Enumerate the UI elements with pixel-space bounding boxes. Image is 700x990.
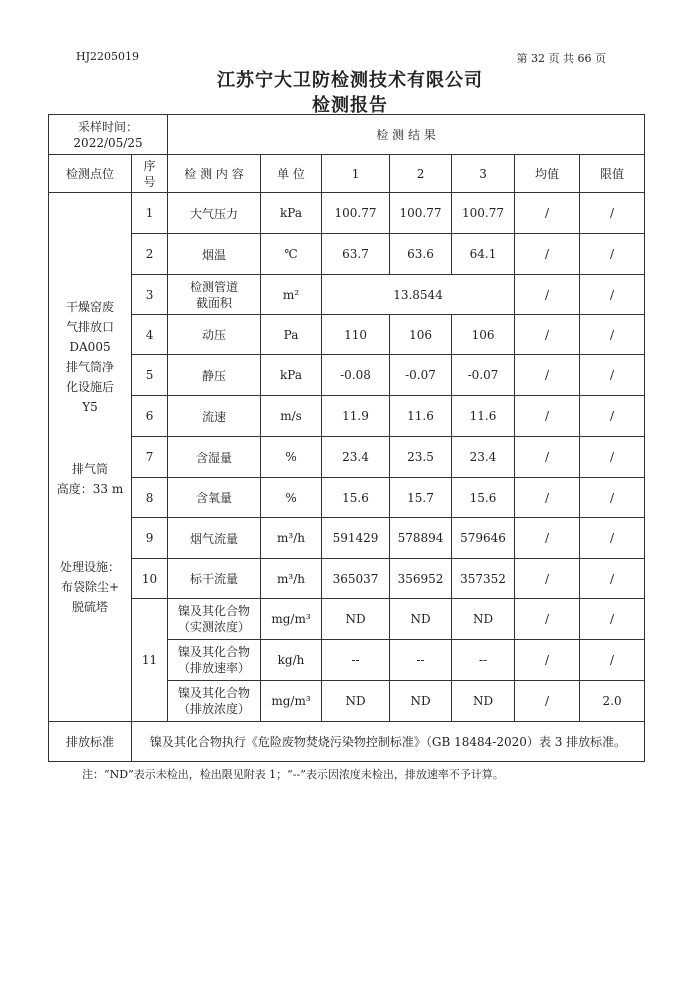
col-header-r3: 3 bbox=[452, 155, 515, 193]
col-header-location: 检测点位 bbox=[49, 155, 132, 193]
average-cell: / bbox=[515, 640, 580, 681]
emission-standard-row bbox=[49, 722, 645, 762]
result-3-cell: 357352 bbox=[452, 559, 515, 599]
unit-cell: mg/m³ bbox=[261, 599, 322, 640]
result-1-cell: 23.4 bbox=[322, 437, 390, 478]
item-line: 截面积 bbox=[196, 295, 233, 310]
average-cell: / bbox=[515, 681, 580, 722]
result-3-cell: 11.6 bbox=[452, 396, 515, 437]
location-line: DA005 bbox=[69, 340, 111, 354]
limit-cell: / bbox=[580, 518, 645, 559]
unit-cell: kPa bbox=[261, 193, 322, 234]
item-cell bbox=[168, 599, 261, 640]
result-1-cell: ND bbox=[322, 599, 390, 640]
unit-cell: m² bbox=[261, 275, 322, 315]
location-line: 排气筒净 bbox=[65, 360, 114, 374]
result-3-cell: 579646 bbox=[452, 518, 515, 559]
item-line: 检测管道 bbox=[190, 279, 239, 294]
unit-cell: % bbox=[261, 478, 322, 518]
facility-line: 处理设施： bbox=[59, 560, 120, 574]
item-line: （排放浓度） bbox=[178, 702, 251, 716]
unit-cell: kg/h bbox=[261, 640, 322, 681]
limit-cell: / bbox=[580, 437, 645, 478]
facility-line: 脱硫塔 bbox=[71, 600, 108, 614]
item-cell: 大气压力 bbox=[168, 193, 261, 234]
item-cell: 静压 bbox=[168, 355, 261, 396]
item-line: 镍及其化合物 bbox=[178, 645, 251, 659]
average-cell: / bbox=[515, 396, 580, 437]
result-3-cell: -- bbox=[452, 640, 515, 681]
item-cell: 含湿量 bbox=[168, 437, 261, 478]
limit-cell: 2.0 bbox=[580, 681, 645, 722]
result-2-cell: 356952 bbox=[390, 559, 452, 599]
seq-cell: 6 bbox=[132, 396, 168, 437]
limit-cell: / bbox=[580, 396, 645, 437]
result-1-cell: 591429 bbox=[322, 518, 390, 559]
result-1-cell: 100.77 bbox=[322, 193, 390, 234]
item-cell: 烟气流量 bbox=[168, 518, 261, 559]
stack-height-line: 排气筒 bbox=[71, 462, 108, 476]
limit-cell: / bbox=[580, 193, 645, 234]
seq-cell: 11 bbox=[132, 599, 168, 722]
average-cell: / bbox=[515, 193, 580, 234]
result-1-cell: 11.9 bbox=[322, 396, 390, 437]
table-header-row-1 bbox=[49, 115, 645, 155]
table-row bbox=[49, 518, 645, 559]
result-1-cell: 365037 bbox=[322, 559, 390, 599]
location-line: Y5 bbox=[82, 400, 98, 414]
seq-cell: 5 bbox=[132, 355, 168, 396]
result-3-cell: 106 bbox=[452, 315, 515, 355]
result-3-cell: -0.07 bbox=[452, 355, 515, 396]
merged-result-cell: 13.8544 bbox=[322, 275, 515, 315]
average-cell: / bbox=[515, 437, 580, 478]
location-line: 干燥窑废 bbox=[65, 300, 114, 314]
table-row bbox=[49, 559, 645, 599]
seq-cell: 2 bbox=[132, 234, 168, 275]
limit-cell: / bbox=[580, 315, 645, 355]
result-2-cell: 106 bbox=[390, 315, 452, 355]
item-cell bbox=[168, 681, 261, 722]
result-3-cell: ND bbox=[452, 599, 515, 640]
unit-cell: kPa bbox=[261, 355, 322, 396]
table-row bbox=[49, 355, 645, 396]
limit-cell: / bbox=[580, 234, 645, 275]
result-3-cell: 23.4 bbox=[452, 437, 515, 478]
seq-cell: 4 bbox=[132, 315, 168, 355]
average-cell: / bbox=[515, 275, 580, 315]
page-info: 第 32 页 共 66 页 bbox=[516, 52, 606, 65]
table-row bbox=[49, 234, 645, 275]
sampling-time-label: 采样时间： bbox=[78, 119, 139, 134]
average-cell: / bbox=[515, 234, 580, 275]
item-cell bbox=[168, 275, 261, 315]
limit-cell: / bbox=[580, 275, 645, 315]
location-line: 气排放口 bbox=[65, 320, 114, 334]
limit-cell: / bbox=[580, 355, 645, 396]
table-header-row-2 bbox=[49, 155, 645, 193]
result-1-cell: 15.6 bbox=[322, 478, 390, 518]
table-row bbox=[49, 193, 645, 234]
unit-cell: m³/h bbox=[261, 559, 322, 599]
result-1-cell: ND bbox=[322, 681, 390, 722]
stack-height-line: 高度：33 m bbox=[56, 482, 124, 496]
standard-label: 排放标准 bbox=[49, 722, 132, 762]
result-1-cell: -- bbox=[322, 640, 390, 681]
unit-cell: mg/m³ bbox=[261, 681, 322, 722]
result-3-cell: 100.77 bbox=[452, 193, 515, 234]
result-3-cell: ND bbox=[452, 681, 515, 722]
result-2-cell: ND bbox=[390, 599, 452, 640]
col-header-r2: 2 bbox=[390, 155, 452, 193]
item-cell: 标干流量 bbox=[168, 559, 261, 599]
table-row bbox=[49, 315, 645, 355]
result-2-cell: 23.5 bbox=[390, 437, 452, 478]
col-header-avg: 均值 bbox=[515, 155, 580, 193]
seq-cell: 9 bbox=[132, 518, 168, 559]
col-header-r1: 1 bbox=[322, 155, 390, 193]
seq-cell: 10 bbox=[132, 559, 168, 599]
report-number: HJ2205019 bbox=[76, 50, 139, 63]
result-1-cell: 63.7 bbox=[322, 234, 390, 275]
location-cell bbox=[49, 193, 132, 722]
result-2-cell: -0.07 bbox=[390, 355, 452, 396]
unit-cell: Pa bbox=[261, 315, 322, 355]
table-row bbox=[49, 396, 645, 437]
table-row bbox=[49, 437, 645, 478]
result-2-cell: ND bbox=[390, 681, 452, 722]
result-3-cell: 15.6 bbox=[452, 478, 515, 518]
col-header-item: 检 测 内 容 bbox=[168, 155, 261, 193]
result-3-cell: 64.1 bbox=[452, 234, 515, 275]
col-header-limit: 限值 bbox=[580, 155, 645, 193]
facility-line: 布袋除尘+ bbox=[60, 580, 120, 594]
seq-cell: 8 bbox=[132, 478, 168, 518]
results-table bbox=[48, 114, 645, 762]
unit-cell: % bbox=[261, 437, 322, 478]
seq-cell: 3 bbox=[132, 275, 168, 315]
result-2-cell: 578894 bbox=[390, 518, 452, 559]
unit-cell: ℃ bbox=[261, 234, 322, 275]
result-2-cell: 15.7 bbox=[390, 478, 452, 518]
item-cell: 烟温 bbox=[168, 234, 261, 275]
item-cell: 含氧量 bbox=[168, 478, 261, 518]
table-row bbox=[49, 599, 645, 640]
average-cell: / bbox=[515, 599, 580, 640]
average-cell: / bbox=[515, 478, 580, 518]
item-line: （排放速率） bbox=[178, 661, 251, 675]
company-name: 江苏宁大卫防检测技术有限公司 bbox=[217, 70, 483, 91]
result-2-cell: 63.6 bbox=[390, 234, 452, 275]
item-cell bbox=[168, 640, 261, 681]
limit-cell: / bbox=[580, 640, 645, 681]
result-1-cell: -0.08 bbox=[322, 355, 390, 396]
unit-cell: m³/h bbox=[261, 518, 322, 559]
item-line: 镍及其化合物 bbox=[178, 604, 251, 618]
item-line: 镍及其化合物 bbox=[178, 686, 251, 700]
footnote: 注：“ND”表示未检出，检出限见附表 1；“--”表示因浓度未检出，排放速率不予计算。 bbox=[82, 768, 504, 781]
result-2-cell: 11.6 bbox=[390, 396, 452, 437]
location-line: 化设施后 bbox=[65, 380, 114, 394]
standard-text: 镍及其化合物执行《危险废物焚烧污染物控制标准》（GB 18484-2020）表 3 排放标准。 bbox=[132, 722, 645, 762]
col-header-unit: 单 位 bbox=[261, 155, 322, 193]
result-1-cell: 110 bbox=[322, 315, 390, 355]
limit-cell: / bbox=[580, 599, 645, 640]
seq-cell: 7 bbox=[132, 437, 168, 478]
table-row bbox=[49, 478, 645, 518]
limit-cell: / bbox=[580, 559, 645, 599]
limit-cell: / bbox=[580, 478, 645, 518]
average-cell: / bbox=[515, 559, 580, 599]
average-cell: / bbox=[515, 315, 580, 355]
results-header: 检 测 结 果 bbox=[168, 115, 645, 155]
average-cell: / bbox=[515, 355, 580, 396]
item-line: （实测浓度） bbox=[178, 620, 251, 634]
item-cell: 流速 bbox=[168, 396, 261, 437]
average-cell: / bbox=[515, 518, 580, 559]
report-title: 检测报告 bbox=[312, 95, 388, 116]
sampling-time-cell bbox=[49, 115, 168, 155]
col-header-seq: 序号 bbox=[132, 155, 168, 193]
item-cell: 动压 bbox=[168, 315, 261, 355]
result-2-cell: -- bbox=[390, 640, 452, 681]
sampling-time-value: 2022/05/25 bbox=[73, 135, 143, 150]
table-row bbox=[49, 275, 645, 315]
result-2-cell: 100.77 bbox=[390, 193, 452, 234]
unit-cell: m/s bbox=[261, 396, 322, 437]
seq-cell: 1 bbox=[132, 193, 168, 234]
